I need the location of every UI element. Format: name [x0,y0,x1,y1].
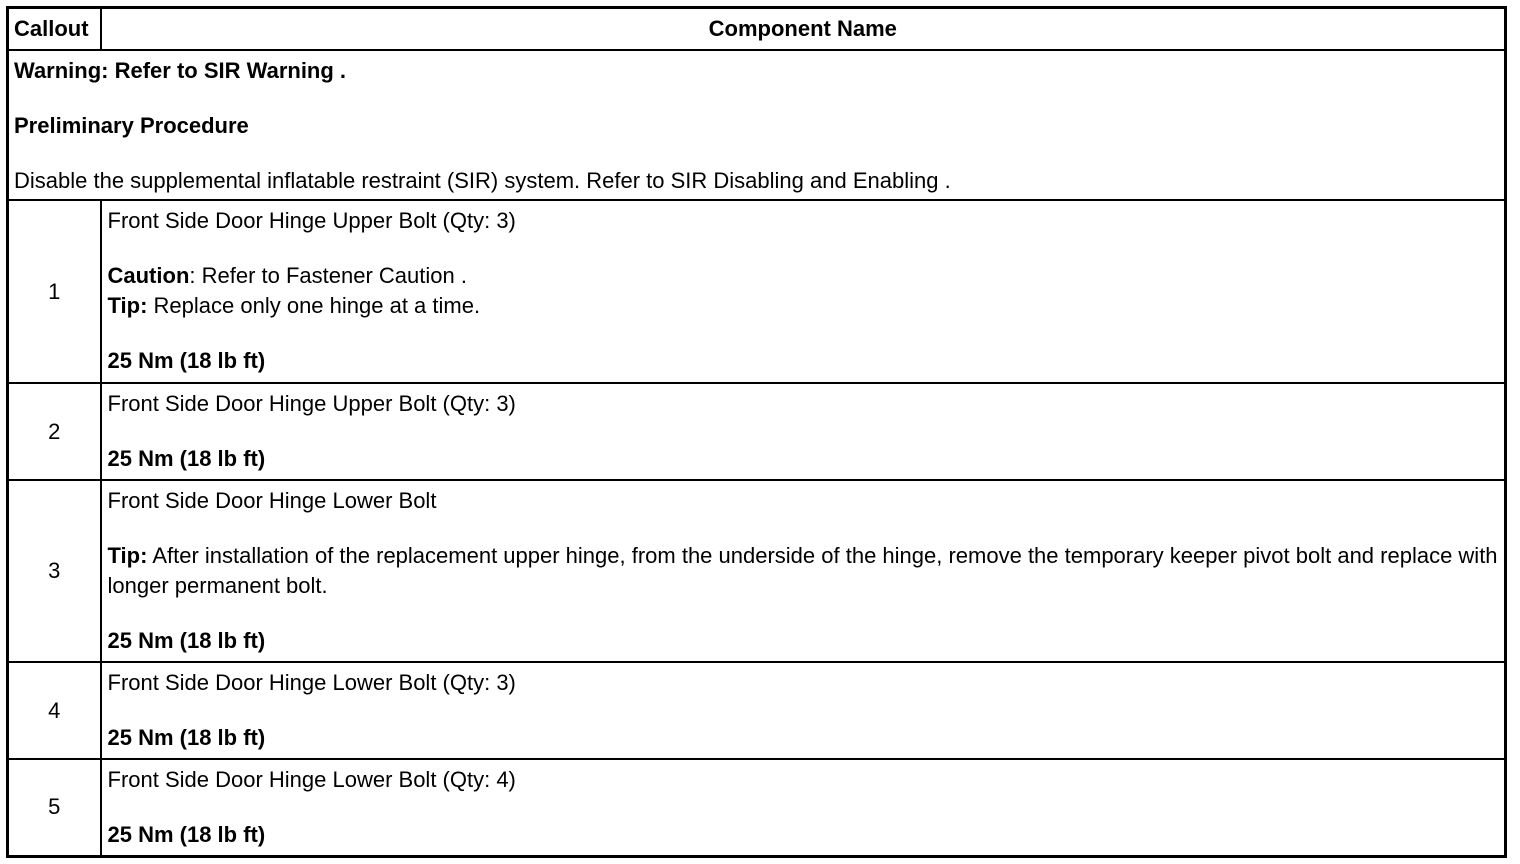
torque-spec: 25 Nm (18 lb ft) [107,628,266,653]
caution-text: : Refer to Fastener Caution . [189,263,467,288]
torque-spec: 25 Nm (18 lb ft) [107,725,266,750]
caution-line [108,261,1501,291]
component-cell [101,759,1506,856]
torque-spec: 25 Nm (18 lb ft) [107,822,266,847]
component-cell [101,480,1506,662]
callout-column-header: Callout [8,8,101,51]
component-cell [101,383,1506,480]
tip-line [108,541,1501,601]
preliminary-procedure-text: Disable the supplemental inflatable restraint (SIR) system. Refer to SIR Disabling and Enabling . [14,168,951,193]
callout-number: 4 [8,662,101,759]
tip-text: After installation of the replacement upper hinge, from the underside of the hinge, remove the temporary keeper pivot bolt and replace with longer permanent bolt. [107,543,1498,598]
component-cell [101,662,1506,759]
table-row [8,383,1506,480]
tip-text: Replace only one hinge at a time. [147,293,481,318]
table-row [8,480,1506,662]
table-row [8,200,1506,383]
torque-spec: 25 Nm (18 lb ft) [107,348,266,373]
callout-number: 2 [8,383,101,480]
callout-number: 3 [8,480,101,662]
component-name-column-header: Component Name [101,8,1506,51]
table-row [8,662,1506,759]
component-name: Front Side Door Hinge Upper Bolt (Qty: 3) [107,208,516,233]
tip-line [108,291,1501,321]
table-row [8,759,1506,856]
preliminary-cell [8,50,1506,200]
caution-label: Caution [107,263,190,288]
component-name: Front Side Door Hinge Lower Bolt (Qty: 4) [107,767,516,792]
torque-spec: 25 Nm (18 lb ft) [107,446,266,471]
tip-label: Tip: [107,543,148,568]
preliminary-row [8,50,1506,200]
procedure-table [6,6,1507,858]
tip-label: Tip: [107,293,148,318]
callout-number: 5 [8,759,101,856]
component-name: Front Side Door Hinge Lower Bolt (Qty: 3) [107,670,516,695]
component-name: Front Side Door Hinge Upper Bolt (Qty: 3) [107,391,516,416]
component-cell [101,200,1506,383]
component-name: Front Side Door Hinge Lower Bolt [107,488,437,513]
preliminary-procedure-title: Preliminary Procedure [14,113,249,138]
warning-text: Warning: Refer to SIR Warning . [14,58,347,83]
callout-number: 1 [8,200,101,383]
header-row [8,8,1506,51]
